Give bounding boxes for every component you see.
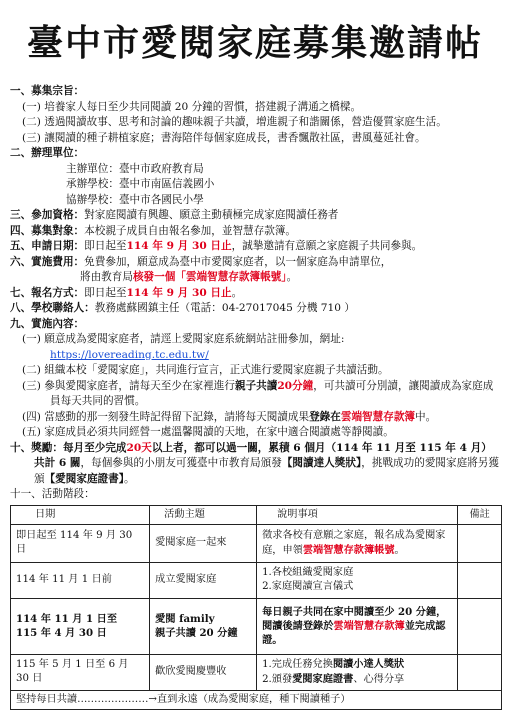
desc-bold: 愛閱家庭證書 <box>292 673 354 685</box>
cell-desc <box>257 524 458 562</box>
section-heading: 七、報名方式： <box>10 286 85 299</box>
item-bold: 登錄在 <box>309 410 341 423</box>
section-reward <box>10 441 502 488</box>
item-text: 組織本校「愛閱家庭」，共同進行宣言，正式進行愛閱家庭親子共讀活動。 <box>44 364 389 376</box>
item-text: 家庭成員必須共同經營一處溫馨閱讀的天地，在家中適合閱讀處等靜閱讀。 <box>44 426 394 438</box>
column-header: 活動主題 <box>150 505 257 524</box>
item-text: 願意成為愛閱家庭者，請逕上愛閱家庭系統網站註冊參加，網址: <box>44 333 345 345</box>
section-organizer-heading: 二、辦理單位： <box>10 147 85 159</box>
table-row <box>11 654 502 690</box>
item-bold: 親子共讀 <box>234 379 278 392</box>
item-highlight: 20分鐘 <box>277 379 314 392</box>
item-text: 培養家人每日至少共同閱讀 20 分鐘的習慣，搭建親子溝通之橋樑。 <box>44 100 362 113</box>
section-schedule-heading: 十一、活動階段： <box>10 488 95 500</box>
date-line: 115 年 4 月 30 日 <box>16 627 107 639</box>
section-heading: 三、參加資格： <box>10 209 85 221</box>
section-heading: 五、申請日期： <box>10 240 85 252</box>
section-text: 。 <box>231 286 243 299</box>
desc-text: 、心得分享 <box>353 674 405 685</box>
item-number: (二) <box>22 116 41 128</box>
date-line: 114 年 11 月 1 日至 <box>16 613 118 625</box>
cell-theme: 歡欣愛閱慶豐收 <box>150 654 257 690</box>
desc-text: 每日親子共同在家中閱讀至少 20 分鐘，閱讀後請登錄於 <box>262 606 447 632</box>
desc-text: 2.頒發 <box>262 674 293 685</box>
section-text: 。 <box>286 271 298 283</box>
section-heading: 六、實施費用： <box>10 255 85 268</box>
cell-theme: 成立愛閱家庭 <box>150 562 257 598</box>
item-number: (一) <box>22 100 41 113</box>
column-header: 日期 <box>11 505 150 524</box>
purpose-item-3 <box>10 131 502 147</box>
cell-theme <box>150 598 257 654</box>
section-heading: 四、募集對象： <box>10 224 85 237</box>
column-header: 備註 <box>458 505 502 524</box>
desc-text: 並完成認證。 <box>262 620 446 646</box>
desc-text: 。 <box>394 544 405 556</box>
item-highlight: 雲端智慧存款簿 <box>340 410 416 423</box>
reward-text: ，挑戰成功的愛閱家庭將另獲頒 <box>34 457 499 485</box>
content-item-5 <box>10 425 502 441</box>
content-item-1 <box>10 332 502 348</box>
section-text: 免費參加，願意成為臺中市愛閱家庭者，以一個家庭為申請單位， <box>84 255 392 268</box>
cell-date <box>11 598 150 654</box>
table-row <box>11 562 502 598</box>
desc-text: 1.完成任務兌換 <box>262 659 333 670</box>
account-highlight: 核發一個「雲端智慧存款簿帳號」 <box>132 271 287 283</box>
item-text: 當感動的那一刻發生時記得留下記錄，請將每天閱讀成果 <box>44 410 310 423</box>
column-header: 說明事項 <box>257 505 458 524</box>
cell-note <box>458 654 502 690</box>
schedule-table <box>10 505 502 710</box>
section-heading: 十、 <box>10 441 32 454</box>
organizer-label: 主辦單位： <box>66 162 119 175</box>
desc-text: 徵求各校有意願之家庭，報名成為愛閱家庭，申領 <box>262 529 446 556</box>
section-contact <box>10 301 502 317</box>
desc-line: 1.各校組織愛閱家庭 <box>262 567 354 578</box>
organizer-row <box>10 162 502 178</box>
cell-date: 115 年 5 月 1 日至 6 月 30 日 <box>11 654 150 690</box>
cell-date: 即日起至 114 年 9 月 30 日 <box>11 524 150 562</box>
content-item-1-link-row <box>10 348 502 364</box>
desc-bold: 閱讀小達人獎狀 <box>332 658 405 670</box>
deadline-highlight: 114 年 9 月 30 日止 <box>126 240 232 252</box>
cell-desc <box>257 598 458 654</box>
reward-text: ，每個參與的小朋友可獲臺中市教育局頒發 <box>80 457 282 469</box>
desc-line <box>262 672 452 687</box>
footer-text: 堅持每日共讀…………………→直到永遠（成為愛閱家庭，種下閱讀種子） <box>11 690 502 709</box>
section-text: 即日起至 <box>84 286 127 299</box>
section-text: 教務處蘇國鎮主任（電話：04-27017045 分機 710 ） <box>94 302 355 314</box>
reward-bold: 【閱讀達人獎狀】 <box>281 457 362 469</box>
item-number: (二) <box>22 364 41 376</box>
table-row <box>11 598 502 654</box>
purpose-item-2 <box>10 115 502 131</box>
organizer-value: 臺中市南區信義國小 <box>118 178 215 190</box>
section-register <box>10 286 502 302</box>
reward-bold: 【愛閱家庭證書】 <box>44 472 125 485</box>
cell-note <box>458 524 502 562</box>
section-text: 本校親子成員自由報名參加，並智慧存款簿。 <box>84 224 297 237</box>
organizer-label: 協辦學校： <box>66 193 119 206</box>
item-number: (三) <box>22 131 41 144</box>
purpose-item-1 <box>10 100 502 116</box>
section-content-heading: 九、實施內容： <box>10 317 85 330</box>
cell-theme: 愛閱家庭一起來 <box>150 524 257 562</box>
document-body <box>10 84 502 710</box>
section-apply-date <box>10 239 502 255</box>
item-number: (五) <box>22 426 41 438</box>
theme-line: 親子共讀 20 分鐘 <box>155 627 238 639</box>
desc-line: 2.家庭閱讀宣言儀式 <box>262 581 354 592</box>
section-text: 將由教育局 <box>80 271 133 283</box>
section-heading: 八、學校聯絡人： <box>10 302 95 314</box>
organizer-value: 臺中市各國民小學 <box>118 193 204 206</box>
deadline-highlight: 114 年 9 月 30 日止 <box>126 286 232 299</box>
section-eligibility <box>10 208 502 224</box>
cell-desc <box>257 562 458 598</box>
desc-highlight: 雲端智慧存款簿 <box>333 620 405 632</box>
reward-bold: 以上者，都可以過一關，累積 6 個月（114 年 11 月至 115 年 4 月）共計 6 關 <box>34 441 492 469</box>
theme-line: 愛閱 family <box>155 613 215 625</box>
cell-note <box>458 598 502 654</box>
page-title: 臺中市愛閱家庭募集邀請帖 <box>26 23 483 64</box>
item-text: ，可共讀可分別讀，讓閱讀成為家庭成員每天共同的習慣。 <box>50 379 494 407</box>
reward-bold: 獎勵：每月至少完成 <box>31 441 127 454</box>
cell-desc <box>257 654 458 690</box>
section-fee-line2 <box>10 270 502 286</box>
item-number: (四) <box>22 410 41 423</box>
website-link[interactable]: https://lovereading.tc.edu.tw/ <box>50 348 209 361</box>
content-item-2 <box>10 363 502 379</box>
section-text: 對家庭閱讀有興趣、願意主動積極完成家庭閱讀任務者 <box>84 209 339 221</box>
section-text: 即日起至 <box>84 240 127 252</box>
item-number: (三) <box>22 379 41 392</box>
table-header-row <box>11 505 502 524</box>
item-text: 參與愛閱家庭者，請每天至少在家裡進行 <box>44 379 235 392</box>
content-item-3 <box>10 379 502 410</box>
desc-highlight: 雲端智慧存款簿帳號 <box>302 543 395 556</box>
item-number: (一) <box>22 333 41 345</box>
item-text: 讓閱讀的種子耕植家庭；書海陪伴每個家庭成長，書香飄散社區，書風蔓延社會。 <box>44 131 426 144</box>
organizer-row <box>10 193 502 209</box>
organizer-label: 承辦學校： <box>66 178 119 190</box>
section-fee <box>10 255 502 271</box>
content-item-4 <box>10 410 502 426</box>
desc-line <box>262 657 452 672</box>
section-target <box>10 224 502 240</box>
item-text: 中。 <box>415 410 437 423</box>
reward-text: 。 <box>124 472 135 485</box>
reward-highlight: 20天 <box>126 441 152 454</box>
table-row <box>11 524 502 562</box>
section-text: ，誠摯邀請有意願之家庭親子共同參與。 <box>231 240 423 252</box>
cell-note <box>458 562 502 598</box>
section-purpose-heading: 一、募集宗旨： <box>10 85 85 97</box>
item-text: 透過閱讀故事、思考和討論的趣味親子共讀，增進親子和諧關係，營造優質家庭生活。 <box>44 116 447 128</box>
organizer-row <box>10 177 502 193</box>
cell-date: 114 年 11 月 1 日前 <box>11 562 150 598</box>
organizer-value: 臺中市政府教育局 <box>118 162 204 175</box>
